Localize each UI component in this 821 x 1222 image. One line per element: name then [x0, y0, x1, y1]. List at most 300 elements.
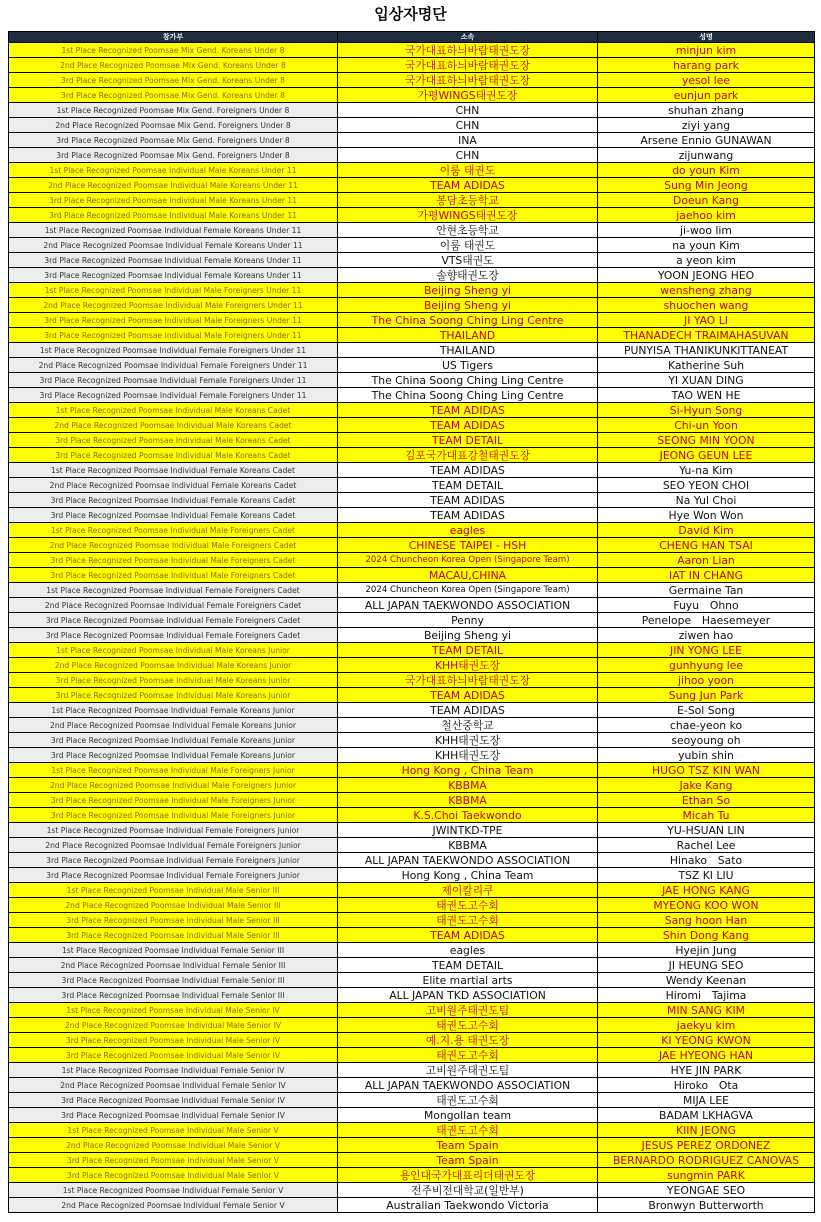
table-row — [9, 1003, 815, 1018]
table-row — [9, 1048, 815, 1063]
name-cell: Sung Jun Park — [598, 688, 815, 703]
name-cell: JAE HYEONG HAN — [598, 1048, 815, 1063]
category-cell: 1st Place Recognized Poomsae Individual Male Foreigners Junior — [9, 763, 338, 778]
category-cell: 3rd Place Recognized Poomsae Individual Male Koreans Under 11 — [9, 193, 338, 208]
table-row — [9, 1123, 815, 1138]
category-cell: 1st Place Recognized Poomsae Individual Female Koreans Cadet — [9, 463, 338, 478]
category-cell: 3rd Place Recognized Poomsae Individual Male Koreans Junior — [9, 673, 338, 688]
name-cell: YU-HSUAN LIN — [598, 823, 815, 838]
table-row — [9, 448, 815, 463]
name-cell: Wendy Keenan — [598, 973, 815, 988]
table-row — [9, 1138, 815, 1153]
name-cell: Hyejin Jung — [598, 943, 815, 958]
table-row — [9, 358, 815, 373]
category-cell: 2nd Place Recognized Poomsae Individual Male Foreigners Cadet — [9, 538, 338, 553]
category-cell: 3rd Place Recognized Poomsae Individual Female Senior IV — [9, 1093, 338, 1108]
name-cell: MIN SANG KIM — [598, 1003, 815, 1018]
affiliation-cell: 태권도고수회 — [338, 1093, 598, 1108]
name-cell: YOON JEONG HEO — [598, 268, 815, 283]
table-row — [9, 1183, 815, 1198]
name-cell: Jake Kang — [598, 778, 815, 793]
category-cell: 3rd Place Recognized Poomsae Individual Male Foreigners Cadet — [9, 553, 338, 568]
affiliation-cell: 가평WINGS태권도장 — [338, 208, 598, 223]
name-cell: do youn Kim — [598, 163, 815, 178]
category-cell: 2nd Place Recognized Poomsae Individual Female Foreigners Junior — [9, 838, 338, 853]
name-cell: Sung Min Jeong — [598, 178, 815, 193]
table-row — [9, 553, 815, 568]
category-cell: 1st Place Recognized Poomsae Mix Gend. Koreans Under 8 — [9, 43, 338, 58]
category-cell: 1st Place Recognized Poomsae Individual Male Koreans Cadet — [9, 403, 338, 418]
table-row — [9, 853, 815, 868]
affiliation-cell: 국가대표하늬바람태권도장 — [338, 43, 598, 58]
name-cell: Chi-un Yoon — [598, 418, 815, 433]
affiliation-cell: 이룸 태권도 — [338, 163, 598, 178]
category-cell: 1st Place Recognized Poomsae Individual Male Foreigners Under 11 — [9, 283, 338, 298]
affiliation-cell: 태권도고수회 — [338, 1018, 598, 1033]
table-row — [9, 793, 815, 808]
affiliation-cell: TEAM ADIDAS — [338, 463, 598, 478]
name-cell: SEONG MIN YOON — [598, 433, 815, 448]
category-cell: 1st Place Recognized Poomsae Individual Female Senior V — [9, 1183, 338, 1198]
affiliation-cell: KHH태권도장 — [338, 748, 598, 763]
category-cell: 2nd Place Recognized Poomsae Individual Female Foreigners Under 11 — [9, 358, 338, 373]
affiliation-cell: The China Soong Ching Ling Centre — [338, 313, 598, 328]
table-row — [9, 628, 815, 643]
category-cell: 3rd Place Recognized Poomsae Individual Male Senior V — [9, 1168, 338, 1183]
affiliation-cell: Beijing Sheng yi — [338, 628, 598, 643]
affiliation-cell: 국가대표하늬바람태권도장 — [338, 673, 598, 688]
table-row — [9, 688, 815, 703]
category-cell: 3rd Place Recognized Poomsae Individual Male Foreigners Cadet — [9, 568, 338, 583]
affiliation-cell: 봉담초등학교 — [338, 193, 598, 208]
name-cell: ji-woo lim — [598, 223, 815, 238]
category-cell: 3rd Place Recognized Poomsae Individual Female Foreigners Junior — [9, 868, 338, 883]
table-row — [9, 328, 815, 343]
category-cell: 2nd Place Recognized Poomsae Individual Male Senior V — [9, 1138, 338, 1153]
affiliation-cell: 철산중학교 — [338, 718, 598, 733]
affiliation-cell: 2024 Chuncheon Korea Open (Singapore Team) — [338, 553, 598, 568]
table-row — [9, 493, 815, 508]
affiliation-cell: KBBMA — [338, 778, 598, 793]
table-row — [9, 178, 815, 193]
affiliation-cell: TEAM ADIDAS — [338, 928, 598, 943]
name-cell: Hiromi Tajima — [598, 988, 815, 1003]
affiliation-cell: CHN — [338, 103, 598, 118]
affiliation-cell: Team Spain — [338, 1138, 598, 1153]
table-row — [9, 298, 815, 313]
category-cell: 3rd Place Recognized Poomsae Individual Female Foreigners Under 11 — [9, 388, 338, 403]
affiliation-cell: 전주비전대학교(일반부) — [338, 1183, 598, 1198]
name-cell: Shin Dong Kang — [598, 928, 815, 943]
affiliation-cell: 고비원주태권도팀 — [338, 1063, 598, 1078]
affiliation-cell: KHH태권도장 — [338, 733, 598, 748]
affiliation-cell: 안현초등학교 — [338, 223, 598, 238]
table-row — [9, 943, 815, 958]
affiliation-cell: TEAM DETAIL — [338, 958, 598, 973]
affiliation-cell: TEAM DETAIL — [338, 643, 598, 658]
table-row — [9, 643, 815, 658]
category-cell: 3rd Place Recognized Poomsae Individual Male Foreigners Junior — [9, 793, 338, 808]
affiliation-cell: TEAM ADIDAS — [338, 508, 598, 523]
name-cell: eunjun park — [598, 88, 815, 103]
affiliation-cell: TEAM ADIDAS — [338, 178, 598, 193]
affiliation-cell: 2024 Chuncheon Korea Open (Singapore Team) — [338, 583, 598, 598]
table-row — [9, 1078, 815, 1093]
table-row — [9, 118, 815, 133]
table-row — [9, 313, 815, 328]
name-cell: MYEONG KOO WON — [598, 898, 815, 913]
name-cell: Germaine Tan — [598, 583, 815, 598]
name-cell: YEONGAE SEO — [598, 1183, 815, 1198]
table-row — [9, 613, 815, 628]
category-cell: 1st Place Recognized Poomsae Individual Female Foreigners Junior — [9, 823, 338, 838]
table-row — [9, 163, 815, 178]
category-cell: 3rd Place Recognized Poomsae Individual Female Koreans Under 11 — [9, 253, 338, 268]
name-cell: Na Yul Choi — [598, 493, 815, 508]
name-cell: minjun kim — [598, 43, 815, 58]
name-cell: PUNYISA THANIKUNKITTANEAT — [598, 343, 815, 358]
category-cell: 3rd Place Recognized Poomsae Individual Male Senior V — [9, 1153, 338, 1168]
table-row — [9, 478, 815, 493]
affiliation-cell: 김포국가대표강철태권도장 — [338, 448, 598, 463]
name-cell: SEO YEON CHOI — [598, 478, 815, 493]
name-cell: seoyoung oh — [598, 733, 815, 748]
table-row — [9, 718, 815, 733]
category-cell: 2nd Place Recognized Poomsae Individual Female Koreans Under 11 — [9, 238, 338, 253]
affiliation-cell: Australian Taekwondo Victoria — [338, 1198, 598, 1213]
name-cell: BADAM LKHAGVA — [598, 1108, 815, 1123]
name-cell: Fuyu Ohno — [598, 598, 815, 613]
name-cell: Micah Tu — [598, 808, 815, 823]
name-cell: harang park — [598, 58, 815, 73]
table-row — [9, 268, 815, 283]
affiliation-cell: CHN — [338, 148, 598, 163]
table-row — [9, 433, 815, 448]
affiliation-cell: Beijing Sheng yi — [338, 298, 598, 313]
table-row — [9, 658, 815, 673]
category-cell: 3rd Place Recognized Poomsae Individual Female Foreigners Cadet — [9, 613, 338, 628]
category-cell: 3rd Place Recognized Poomsae Mix Gend. Koreans Under 8 — [9, 88, 338, 103]
table-row — [9, 838, 815, 853]
name-cell: TAO WEN HE — [598, 388, 815, 403]
table-row — [9, 763, 815, 778]
name-cell: KI YEONG KWON — [598, 1033, 815, 1048]
category-cell: 1st Place Recognized Poomsae Individual Male Senior V — [9, 1123, 338, 1138]
category-cell: 1st Place Recognized Poomsae Individual Male Senior IV — [9, 1003, 338, 1018]
affiliation-cell: TEAM DETAIL — [338, 433, 598, 448]
name-cell: jaehoo kim — [598, 208, 815, 223]
table-row — [9, 208, 815, 223]
column-header-division: 참가부 — [9, 32, 338, 43]
affiliation-cell: Mongollan team — [338, 1108, 598, 1123]
category-cell: 3rd Place Recognized Poomsae Individual Male Senior III — [9, 928, 338, 943]
name-cell: shuochen wang — [598, 298, 815, 313]
table-row — [9, 538, 815, 553]
results-body — [9, 43, 815, 1213]
name-cell: Yu-na Kim — [598, 463, 815, 478]
category-cell: 3rd Place Recognized Poomsae Individual Male Koreans Junior — [9, 688, 338, 703]
table-row — [9, 928, 815, 943]
category-cell: 3rd Place Recognized Poomsae Individual Female Senior IV — [9, 1108, 338, 1123]
category-cell: 3rd Place Recognized Poomsae Individual Female Koreans Under 11 — [9, 268, 338, 283]
category-cell: 3rd Place Recognized Poomsae Individual Male Senior III — [9, 913, 338, 928]
category-cell: 3rd Place Recognized Poomsae Mix Gend. Foreigners Under 8 — [9, 133, 338, 148]
name-cell: Rachel Lee — [598, 838, 815, 853]
name-cell: Arsene Ennio GUNAWAN — [598, 133, 815, 148]
category-cell: 3rd Place Recognized Poomsae Individual Male Koreans Cadet — [9, 448, 338, 463]
category-cell: 2nd Place Recognized Poomsae Individual Female Koreans Cadet — [9, 478, 338, 493]
category-cell: 3rd Place Recognized Poomsae Individual Male Senior IV — [9, 1048, 338, 1063]
header-row — [9, 32, 815, 43]
column-header-affiliation: 소속 — [338, 32, 598, 43]
column-header-name: 성명 — [598, 32, 815, 43]
name-cell: shuhan zhang — [598, 103, 815, 118]
name-cell: zijunwang — [598, 148, 815, 163]
name-cell: Aaron Lian — [598, 553, 815, 568]
name-cell: gunhyung lee — [598, 658, 815, 673]
affiliation-cell: 태권도고수회 — [338, 913, 598, 928]
table-row — [9, 823, 815, 838]
category-cell: 2nd Place Recognized Poomsae Mix Gend. Koreans Under 8 — [9, 58, 338, 73]
affiliation-cell: Team Spain — [338, 1153, 598, 1168]
name-cell: na youn Kim — [598, 238, 815, 253]
table-row — [9, 988, 815, 1003]
category-cell: 3rd Place Recognized Poomsae Individual Female Koreans Cadet — [9, 508, 338, 523]
table-row — [9, 898, 815, 913]
name-cell: Hinako Sato — [598, 853, 815, 868]
name-cell: CHENG HAN TSAI — [598, 538, 815, 553]
name-cell: sungmin PARK — [598, 1168, 815, 1183]
affiliation-cell: VTS태권도 — [338, 253, 598, 268]
table-row — [9, 1018, 815, 1033]
category-cell: 3rd Place Recognized Poomsae Individual Male Foreigners Under 11 — [9, 313, 338, 328]
table-row — [9, 523, 815, 538]
affiliation-cell: TEAM DETAIL — [338, 478, 598, 493]
name-cell: JIN YONG LEE — [598, 643, 815, 658]
name-cell: THANADECH TRAIMAHASUVAN — [598, 328, 815, 343]
table-row — [9, 568, 815, 583]
name-cell: IAT IN CHANG — [598, 568, 815, 583]
name-cell: Bronwyn Butterworth — [598, 1198, 815, 1213]
table-row — [9, 673, 815, 688]
table-row — [9, 868, 815, 883]
category-cell: 3rd Place Recognized Poomsae Individual Female Koreans Junior — [9, 733, 338, 748]
table-row — [9, 748, 815, 763]
table-row — [9, 253, 815, 268]
table-row — [9, 1198, 815, 1213]
affiliation-cell: JWINTKD-TPE — [338, 823, 598, 838]
table-row — [9, 1168, 815, 1183]
affiliation-cell: MACAU,CHINA — [338, 568, 598, 583]
name-cell: jihoo yoon — [598, 673, 815, 688]
name-cell: JI HEUNG SEO — [598, 958, 815, 973]
affiliation-cell: TEAM ADIDAS — [338, 493, 598, 508]
name-cell: Si-Hyun Song — [598, 403, 815, 418]
page-title: 입상자명단 — [374, 5, 447, 23]
category-cell: 2nd Place Recognized Poomsae Individual Male Foreigners Under 11 — [9, 298, 338, 313]
table-row — [9, 148, 815, 163]
table-row — [9, 403, 815, 418]
affiliation-cell: Penny — [338, 613, 598, 628]
affiliation-cell: 가평WINGS태권도장 — [338, 88, 598, 103]
affiliation-cell: eagles — [338, 943, 598, 958]
table-row — [9, 583, 815, 598]
table-row — [9, 43, 815, 58]
category-cell: 2nd Place Recognized Poomsae Individual Male Koreans Cadet — [9, 418, 338, 433]
table-row — [9, 808, 815, 823]
name-cell: BERNARDO RODRIGUEZ CANOVAS — [598, 1153, 815, 1168]
table-row — [9, 73, 815, 88]
table-row — [9, 913, 815, 928]
affiliation-cell: CHINESE TAIPEI - HSH — [338, 538, 598, 553]
category-cell: 1st Place Recognized Poomsae Individual Male Koreans Under 11 — [9, 163, 338, 178]
name-cell: Katherine Suh — [598, 358, 815, 373]
category-cell: 2nd Place Recognized Poomsae Individual Male Foreigners Junior — [9, 778, 338, 793]
category-cell: 3rd Place Recognized Poomsae Individual Female Koreans Cadet — [9, 493, 338, 508]
table-row — [9, 1063, 815, 1078]
category-cell: 2nd Place Recognized Poomsae Individual Male Koreans Junior — [9, 658, 338, 673]
category-cell: 3rd Place Recognized Poomsae Individual Female Koreans Junior — [9, 748, 338, 763]
affiliation-cell: Elite martial arts — [338, 973, 598, 988]
category-cell: 3rd Place Recognized Poomsae Individual Female Foreigners Cadet — [9, 628, 338, 643]
affiliation-cell: 국가대표하늬바람태권도장 — [338, 58, 598, 73]
category-cell: 3rd Place Recognized Poomsae Individual Male Koreans Under 11 — [9, 208, 338, 223]
table-row — [9, 1093, 815, 1108]
name-cell: wensheng zhang — [598, 283, 815, 298]
affiliation-cell: The China Soong Ching Ling Centre — [338, 373, 598, 388]
category-cell: 2nd Place Recognized Poomsae Individual Male Senior III — [9, 898, 338, 913]
name-cell: Doeun Kang — [598, 193, 815, 208]
name-cell: chae-yeon ko — [598, 718, 815, 733]
category-cell: 1st Place Recognized Poomsae Individual Female Senior IV — [9, 1063, 338, 1078]
name-cell: TSZ KI LIU — [598, 868, 815, 883]
table-row — [9, 1033, 815, 1048]
category-cell: 1st Place Recognized Poomsae Individual Male Senior III — [9, 883, 338, 898]
table-row — [9, 193, 815, 208]
affiliation-cell: eagles — [338, 523, 598, 538]
affiliation-cell: TEAM ADIDAS — [338, 403, 598, 418]
table-row — [9, 958, 815, 973]
affiliation-cell: ALL JAPAN TAEKWONDO ASSOCIATION — [338, 598, 598, 613]
affiliation-cell: 태권도고수회 — [338, 1048, 598, 1063]
affiliation-cell: K.S.Choi Taekwondo — [338, 808, 598, 823]
category-cell: 3rd Place Recognized Poomsae Individual Female Senior III — [9, 988, 338, 1003]
name-cell: jaekyu kim — [598, 1018, 815, 1033]
category-cell: 2nd Place Recognized Poomsae Individual Male Koreans Under 11 — [9, 178, 338, 193]
category-cell: 2nd Place Recognized Poomsae Mix Gend. Foreigners Under 8 — [9, 118, 338, 133]
table-row — [9, 463, 815, 478]
affiliation-cell: CHN — [338, 118, 598, 133]
name-cell: YI XUAN DING — [598, 373, 815, 388]
affiliation-cell: INA — [338, 133, 598, 148]
affiliation-cell: KBBMA — [338, 793, 598, 808]
category-cell: 2nd Place Recognized Poomsae Individual Male Senior IV — [9, 1018, 338, 1033]
name-cell: E-Sol Song — [598, 703, 815, 718]
category-cell: 3rd Place Recognized Poomsae Mix Gend. Foreigners Under 8 — [9, 148, 338, 163]
affiliation-cell: Hong Kong , China Team — [338, 763, 598, 778]
affiliation-cell: ALL JAPAN TKD ASSOCIATION — [338, 988, 598, 1003]
category-cell: 1st Place Recognized Poomsae Individual Female Koreans Under 11 — [9, 223, 338, 238]
name-cell: ziwen hao — [598, 628, 815, 643]
name-cell: HUGO TSZ KIN WAN — [598, 763, 815, 778]
table-row — [9, 598, 815, 613]
table-row — [9, 58, 815, 73]
name-cell: Hye Won Won — [598, 508, 815, 523]
affiliation-cell: 솔향태권도장 — [338, 268, 598, 283]
affiliation-cell: 이룸 태권도 — [338, 238, 598, 253]
table-row — [9, 88, 815, 103]
category-cell: 3rd Place Recognized Poomsae Individual Female Foreigners Under 11 — [9, 373, 338, 388]
category-cell: 2nd Place Recognized Poomsae Individual Female Senior III — [9, 958, 338, 973]
affiliation-cell: TEAM ADIDAS — [338, 703, 598, 718]
category-cell: 1st Place Recognized Poomsae Individual Male Foreigners Cadet — [9, 523, 338, 538]
name-cell: ziyi yang — [598, 118, 815, 133]
affiliation-cell: TEAM ADIDAS — [338, 418, 598, 433]
affiliation-cell: THAILAND — [338, 343, 598, 358]
table-row — [9, 133, 815, 148]
category-cell: 1st Place Recognized Poomsae Individual Female Koreans Junior — [9, 703, 338, 718]
name-cell: JAE HONG KANG — [598, 883, 815, 898]
table-row — [9, 283, 815, 298]
category-cell: 3rd Place Recognized Poomsae Individual Male Senior IV — [9, 1033, 338, 1048]
category-cell: 2nd Place Recognized Poomsae Individual Female Koreans Junior — [9, 718, 338, 733]
table-row — [9, 1153, 815, 1168]
affiliation-cell: 예.지.용 태권도장 — [338, 1033, 598, 1048]
affiliation-cell: Beijing Sheng yi — [338, 283, 598, 298]
category-cell: 1st Place Recognized Poomsae Individual Male Koreans Junior — [9, 643, 338, 658]
affiliation-cell: TEAM ADIDAS — [338, 688, 598, 703]
name-cell: yesol lee — [598, 73, 815, 88]
category-cell: 2nd Place Recognized Poomsae Individual Female Senior V — [9, 1198, 338, 1213]
name-cell: HYE JIN PARK — [598, 1063, 815, 1078]
affiliation-cell: KHH태권도장 — [338, 658, 598, 673]
category-cell: 1st Place Recognized Poomsae Individual Female Foreigners Cadet — [9, 583, 338, 598]
affiliation-cell: 고비원주태권도팀 — [338, 1003, 598, 1018]
category-cell: 2nd Place Recognized Poomsae Individual Female Foreigners Cadet — [9, 598, 338, 613]
table-row — [9, 373, 815, 388]
category-cell: 1st Place Recognized Poomsae Individual Female Foreigners Under 11 — [9, 343, 338, 358]
name-cell: Ethan So — [598, 793, 815, 808]
affiliation-cell: 용인대국가대표리더태권도장 — [338, 1168, 598, 1183]
affiliation-cell: The China Soong Ching Ling Centre — [338, 388, 598, 403]
name-cell: JI YAO LI — [598, 313, 815, 328]
category-cell: 3rd Place Recognized Poomsae Individual Female Foreigners Junior — [9, 853, 338, 868]
table-row — [9, 778, 815, 793]
affiliation-cell: 제이칼리쿠 — [338, 883, 598, 898]
name-cell: KIIN JEONG — [598, 1123, 815, 1138]
category-cell: 3rd Place Recognized Poomsae Individual Male Foreigners Junior — [9, 808, 338, 823]
table-row — [9, 343, 815, 358]
results-table — [8, 31, 815, 1213]
table-row — [9, 388, 815, 403]
affiliation-cell: ALL JAPAN TAEKWONDO ASSOCIATION — [338, 1078, 598, 1093]
table-row — [9, 883, 815, 898]
name-cell: David Kim — [598, 523, 815, 538]
affiliation-cell: ALL JAPAN TAEKWONDO ASSOCIATION — [338, 853, 598, 868]
name-cell: yubin shin — [598, 748, 815, 763]
table-row — [9, 508, 815, 523]
table-row — [9, 1108, 815, 1123]
name-cell: JEONG GEUN LEE — [598, 448, 815, 463]
affiliation-cell: 국가대표하늬바람태권도장 — [338, 73, 598, 88]
affiliation-cell: Hong Kong , China Team — [338, 868, 598, 883]
name-cell: Penelope Haesemeyer — [598, 613, 815, 628]
table-row — [9, 703, 815, 718]
table-row — [9, 418, 815, 433]
name-cell: a yeon kim — [598, 253, 815, 268]
table-row — [9, 103, 815, 118]
category-cell: 2nd Place Recognized Poomsae Individual Female Senior IV — [9, 1078, 338, 1093]
